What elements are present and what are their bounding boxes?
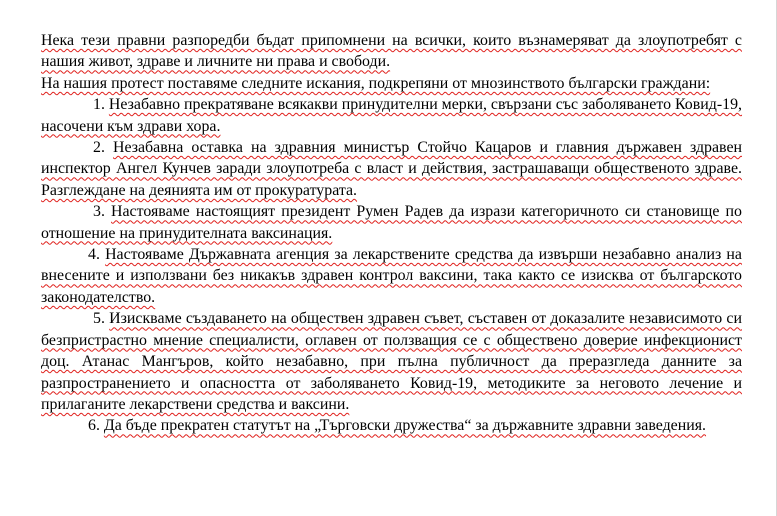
intro-paragraph-2 bbox=[41, 73, 742, 94]
demand-number: 5. bbox=[93, 310, 110, 328]
demand-number: 6. bbox=[88, 417, 104, 435]
demand-text: Настояваме настоящият президент Румен Радев да изрази категоричното си становище по отношение на принудителната ваксинация. bbox=[41, 203, 742, 242]
intro-paragraph-1-text: Нека тези правни разпоредби бъдат припомнени на всички, които възнамеряват да злоупотребят с нашия живот, здраве и личните ни права и свободи. bbox=[41, 32, 742, 71]
demand-text: Настояваме Държавната агенция за лекарствените средства да извърши незабавно анализ на внесените и използвани без никакъв здравен контрол ваксини, така както се изисква от българското законодателство. bbox=[41, 246, 742, 306]
document-body[interactable] bbox=[41, 30, 742, 437]
demand-text: Да бъде прекратен статутът на „Търговски дружества“ за държавните здравни заведения. bbox=[103, 417, 707, 435]
intro-paragraph-1 bbox=[41, 30, 742, 73]
demand-number: 2. bbox=[93, 139, 113, 157]
demand-item-1 bbox=[41, 94, 742, 137]
demand-item-6 bbox=[41, 415, 742, 436]
intro-paragraph-2-text: На нашия протест поставяме следните искания, подкрепяни от мнозинството български граждани: bbox=[41, 74, 711, 92]
demand-number: 1. bbox=[93, 96, 109, 114]
demand-text: Незабавна оставка на здравния министър Стойчо Кацаров и главния държавен здравен инспектор Ангел Кунчев заради злоупотреба с власт и действия, застрашаващи общественото здраве. Разглеждане на деянията им от прокуратурата. bbox=[41, 139, 743, 199]
demand-number: 3. bbox=[93, 203, 112, 221]
demand-text: Незабавно прекратяване всякакви принудителни мерки, свързани със заболяването Ковид-19, насочени към здрави хора. bbox=[41, 96, 743, 135]
demand-item-4 bbox=[41, 244, 742, 308]
demand-number: 4. bbox=[88, 246, 106, 264]
demand-item-2 bbox=[41, 137, 742, 201]
demand-text: Изискваме създаването на обществен здравен съвет, съставен от доказалите независимото си безпристрастно мнение специалисти, оглавен от ползващия се с обществено доверие инфекционист доц. Атанас Мангъров, който незабавно, при пълна публичност да преразгледа данните за разпространението и опасността от заболяването Ковид-19, методиките за неговото лечение и прилаганите лекарствени средства и ваксини. bbox=[41, 310, 742, 413]
demand-item-3 bbox=[41, 201, 742, 244]
demand-item-5 bbox=[41, 308, 742, 415]
